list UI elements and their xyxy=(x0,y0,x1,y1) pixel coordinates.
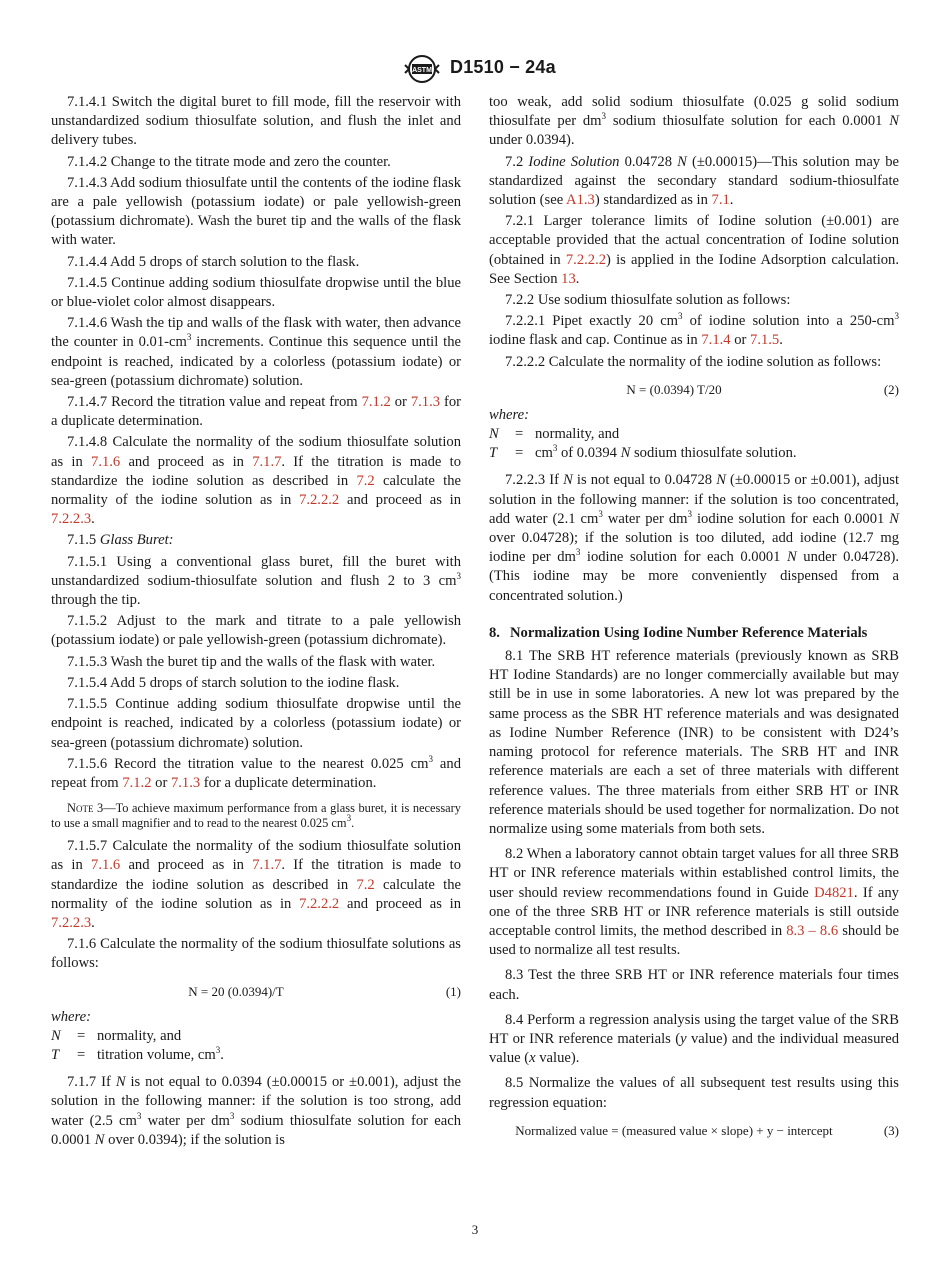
ref-link[interactable]: 7.2.2.2 xyxy=(299,492,340,509)
definition-row: N = normality, and xyxy=(51,1027,182,1044)
ref-link[interactable]: 7.1 xyxy=(711,192,730,209)
note-3: Note 3—To achieve maximum performance from a glass buret, it is necessary to use a small magnifier and to read to the nearest 0.025 $cm^3$. xyxy=(51,801,461,831)
ref-link[interactable]: 7.1.2 xyxy=(361,394,391,411)
equation-number: (1) xyxy=(445,983,461,999)
paragraph-7-1-4-5: 7.1.4.5 Continue adding sodium thiosulfate dropwise until the blue or blue-violet color almost disappears. xyxy=(51,274,461,311)
paragraph-7-1-7: 7.1.7 If N is not equal to 0.0394 (±0.00015 or ±0.001), adjust the solution in the following manner: if the solution is too strong, add water (2.5 $cm^3$ water per $dm^3$ sodium thiosulfate solution for each 0.0001 N over 0.0394); if the solution is xyxy=(51,1074,461,1148)
ref-link[interactable]: 7.1.6 xyxy=(91,453,121,470)
definition-row: T = $cm^3$ of 0.0394 N sodium thiosulfate solution. xyxy=(489,443,797,462)
ref-link[interactable]: 7.2.2.3 xyxy=(51,914,92,931)
where-label: where: xyxy=(489,406,529,423)
paragraph-7-2: 7.2 Iodine Solution 0.04728 N (±0.00015)—This solution may be standardized against the secondary standard sodium-thiosulfate solution (see A1.3) standardized as in 7.1. xyxy=(489,153,899,209)
paragraph-7-1-6: 7.1.6 Calculate the normality of the sodium thiosulfate solutions as follows: xyxy=(51,936,461,972)
equation-1 xyxy=(51,978,461,1004)
definition-row: T = titration volume, $cm^3$. xyxy=(51,1044,224,1063)
page-number: 3 xyxy=(471,1222,479,1237)
ref-link[interactable]: D4821 xyxy=(814,884,854,901)
ref-link[interactable]: 7.2 xyxy=(356,876,375,893)
paragraph-7-1-4-6: 7.1.4.6 Wash the tip and walls of the flask with water, then advance the counter in $0.01-cm^3$ increments. Continue this sequence until the endpoint is reached, indicated by a colorless (potassium iodate) or sea-green (potassium dichromate) solution. xyxy=(51,315,461,389)
paragraph-8-2: 8.2 When a laboratory cannot obtain target values for all three SRB HT or INR reference materials within established control limits, the user should review recommendations found in Guide D4821. If any one of the three SRB HT or INR reference materials is still outside acceptable control limits, the method described in 8.3 – 8.6 should be used to normalize all test results. xyxy=(489,846,900,959)
ref-link[interactable]: 7.2 xyxy=(356,472,375,489)
heading-7-1-5: 7.1.5 Glass Buret: xyxy=(67,532,174,549)
ref-link[interactable]: 7.2.2.2 xyxy=(565,251,607,268)
equation-expression: Normalized value = (measured value × slope) + y − intercept xyxy=(515,1122,833,1138)
section-8-heading: 8. Normalization Using Iodine Number Reference Materials xyxy=(489,624,868,641)
paragraph-7-1-4-4: 7.1.4.4 Add 5 drops of starch solution to the flask. xyxy=(67,253,360,270)
paragraph-7-1-5-3: 7.1.5.3 Wash the buret tip and the walls of the flask with water. xyxy=(67,653,436,670)
right-column xyxy=(489,93,899,1147)
equation-3 xyxy=(489,1117,899,1143)
paragraph-8-3: 8.3 Test the three SRB HT or INR reference materials four times each. xyxy=(489,967,899,1003)
paragraph-7-1-4-2: 7.1.4.2 Change to the titrate mode and zero the counter. xyxy=(67,153,391,170)
ref-link[interactable]: 7.1.4 xyxy=(701,332,731,349)
paragraph-7-1-5-5: 7.1.5.5 Continue adding sodium thiosulfate dropwise until the endpoint is reached, indicated by a colorless (potassium iodate) or sea-green (potassium dichromate) solution. xyxy=(51,696,461,751)
paragraph-7-2-2: 7.2.2 Use sodium thiosulfate solution as follows: xyxy=(505,292,791,309)
paragraph-7-1-5-2: 7.1.5.2 Adjust to the mark and titrate to a pale yellowish (potassium iodate) or pale yellowish-green (potassium dichromate). xyxy=(51,613,461,649)
equation-expression: N = (0.0394) T/20 xyxy=(626,381,722,397)
svg-text:ASTM: ASTM xyxy=(412,67,432,74)
ref-link[interactable]: 8.3 – 8.6 xyxy=(786,922,839,939)
paragraph-7-2-2-2: 7.2.2.2 Calculate the normality of the iodine solution as follows: xyxy=(505,353,882,370)
paragraph-7-1-7-continued: too weak, add solid sodium thiosulfate (0.025 g solid sodium thiosulfate per $dm^3$ sodium thiosulfate solution for each 0.0001 N under 0.0394). xyxy=(489,94,899,149)
paragraph-7-2-1: 7.2.1 Larger tolerance limits of Iodine solution (±0.001) are acceptable provided that the actual concentration of Iodine solution (obtained in 7.2.2.2) is applied in the Iodine Adsorption calculation. See Section 13. xyxy=(489,213,899,287)
ref-link[interactable]: 7.1.6 xyxy=(91,857,121,874)
equation-expression: N = 20 (0.0394)/T xyxy=(188,983,284,999)
paragraph-8-1: 8.1 The SRB HT reference materials (previously known as SRB HT Iodine Standards) are no longer commercially available but may still be in use in some laboratories. A new lot was prepared by the same process as the SBR HT reference materials and was designated as Iodine Number Reference (INR) to be consistent with D24’s naming protocol for reference materials. The SRB HT and INR reference materials are each a set of three materials with different reference values. The three materials from either SRB HT or INR reference materials should be used together for normalization. Do not normalize using some materials from both sets. xyxy=(489,648,899,837)
equation-2 xyxy=(489,376,899,402)
equation-number: (3) xyxy=(883,1122,899,1138)
ref-link[interactable]: 13 xyxy=(561,270,576,287)
ref-link[interactable]: 7.2.2.2 xyxy=(299,895,340,912)
paragraph-7-1-4-8: 7.1.4.8 Calculate the normality of the sodium thiosulfate solution as in 7.1.6 and proceed as in 7.1.7. If the titration is made to standardize the iodine solution as described in 7.2 calculate the normality of the iodine solution as in 7.2.2.2 and proceed as in 7.2.2.3. xyxy=(51,434,461,528)
ref-link[interactable]: 7.1.2 xyxy=(122,774,152,791)
ref-link[interactable]: 7.1.3 xyxy=(410,394,441,411)
paragraph-7-1-5-6: 7.1.5.6 Record the titration value to the nearest 0.025 $cm^3$ and repeat from 7.1.2 or 7.1.3 for a duplicate determination. xyxy=(51,753,461,791)
astm-logo-icon xyxy=(403,52,441,86)
paragraph-7-1-4-3: 7.1.4.3 Add sodium thiosulfate until the contents of the iodine flask are a pale yellowish (potassium iodate) or pale yellowish-green (potassium dichromate). Wash the buret tip and the walls of the flask with water. xyxy=(51,174,461,249)
ref-link[interactable]: 7.1.7 xyxy=(252,857,282,874)
document-id: D1510 − 24a xyxy=(450,57,556,77)
ref-link[interactable]: 7.2.2.3 xyxy=(51,511,92,528)
where-label: where: xyxy=(51,1008,91,1025)
paragraph-7-2-2-1: 7.2.2.1 Pipet exactly 20 $cm^3$ of iodine solution into a $250-cm^3$ iodine flask and cap. Continue as in 7.1.4 or 7.1.5. xyxy=(489,311,899,349)
ref-link[interactable]: A1.3 xyxy=(566,192,595,209)
page-header xyxy=(0,52,950,86)
ref-link[interactable]: 7.1.7 xyxy=(252,453,282,470)
equation-number: (2) xyxy=(883,381,899,397)
paragraph-7-2-2-3: 7.2.2.3 If N is not equal to 0.04728 N (±0.00015 or ±0.001), adjust solution in the following manner: if the solution is too concentrated, add water (2.1 $cm^3$ water per $dm^3$ iodine solution for each 0.0001 N over 0.04728); if the solution is too diluted, add iodine (12.7 mg iodine per $dm^3$ iodine solution for each 0.0001 N under 0.04728). (This iodine may be more conveniently dispensed from a concentrated solution.) xyxy=(489,472,900,604)
paragraph-7-1-5-7: 7.1.5.7 Calculate the normality of the sodium thiosulfate solution as in 7.1.6 and proceed as in 7.1.7. If the titration is made to standardize the iodine solution as described in 7.2 calculate the normality of the iodine solution as in 7.2.2.2 and proceed as in 7.2.2.3. xyxy=(51,838,461,931)
paragraph-7-1-5-4: 7.1.5.4 Add 5 drops of starch solution to the iodine flask. xyxy=(67,674,400,691)
ref-link[interactable]: 7.1.5 xyxy=(750,332,780,349)
paragraph-8-4: 8.4 Perform a regression analysis using the target value of the SRB HT or INR reference materials (y value) and the individual measured value (x value). xyxy=(489,1011,899,1067)
definition-row: N = normality, and xyxy=(489,426,620,443)
paragraph-7-1-5-1: 7.1.5.1 Using a conventional glass buret, fill the buret with unstandardized sodium-thiosulfate solution and flush 2 to 3 $cm^3$ through the tip. xyxy=(51,553,461,609)
paragraph-7-1-4-7: 7.1.4.7 Record the titration value and repeat from 7.1.2 or 7.1.3 for a duplicate determination. xyxy=(51,394,461,430)
paragraph-7-1-4-1: 7.1.4.1 Switch the digital buret to fill mode, fill the reservoir with unstandardized sodium thiosulfate solution, and flush the inlet and delivery tubes. xyxy=(51,94,461,149)
left-column xyxy=(51,93,461,1152)
paragraph-8-5: 8.5 Normalize the values of all subsequent test results using this regression equation: xyxy=(489,1075,899,1111)
ref-link[interactable]: 7.1.3 xyxy=(170,774,201,791)
